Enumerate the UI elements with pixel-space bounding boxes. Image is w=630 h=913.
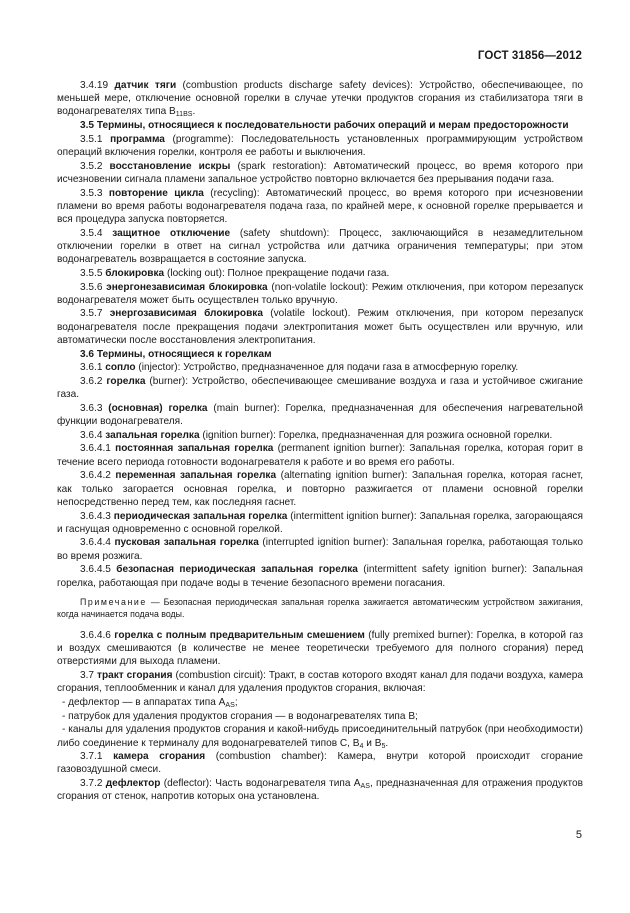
term-name: запальная горелка bbox=[105, 429, 200, 441]
text-run: 3.5.2 bbox=[80, 160, 110, 172]
term-name: периодическая запальная горелка bbox=[113, 510, 288, 522]
text-run: 3.7.1 bbox=[80, 751, 114, 763]
text-run: (fully premixed burner): Горелка, в которой газ и воздух смешиваются (в количестве не менее теоретически требуемого для полного сгорания) перед отверстиями для выхода пламени. bbox=[57, 629, 583, 668]
text-run: (intermittent ignition burner): Запальная горелка, загорающаяся и гаснущая одновременно с основной горелкой. bbox=[57, 510, 583, 535]
term-paragraph bbox=[57, 133, 583, 159]
text-run: 3.6.4.3 bbox=[80, 510, 114, 522]
text-run: 3.5.4 bbox=[80, 227, 113, 239]
term-paragraph bbox=[57, 669, 583, 695]
term-name: (основная) горелка bbox=[108, 402, 208, 414]
list-item bbox=[57, 696, 583, 709]
subscript: 4 bbox=[359, 742, 364, 750]
text-run: (interrupted ignition burner): Запальная горелка, работающая только во время розжига. bbox=[57, 537, 583, 562]
subscript: AS bbox=[225, 701, 235, 709]
term-paragraph bbox=[57, 510, 583, 536]
text-run: (safety shutdown): Процесс, заключающийся в незамедлительном отключении горелки в ответ на сигнал устройства или датчика ограничения температуры; при этом водонагреватель возвращается в состояние запуска. bbox=[57, 227, 583, 266]
text-run: . bbox=[192, 106, 196, 118]
document-header: ГОСТ 31856—2012 bbox=[477, 50, 582, 62]
term-name: восстановление искры bbox=[109, 160, 231, 172]
text-run: 3.5 Термины, относящиеся к последовательности рабочих операций и мерам предосторожности bbox=[80, 120, 569, 132]
term-paragraph bbox=[57, 160, 583, 186]
term-name: блокировка bbox=[105, 267, 165, 279]
text-run: 3.6.4 bbox=[80, 429, 106, 441]
text-run: ; bbox=[234, 696, 238, 708]
text-run: 3.6.4.6 bbox=[80, 629, 115, 641]
term-name: сопло bbox=[105, 362, 136, 374]
text-run: (volatile lockout). Режим отключения, при котором перезапуск водонагревателя после прекращения подачи электропитания может быть осуществлен или вручную, или автоматически после восстановления электропитания. bbox=[57, 308, 584, 346]
text-run: (permanent ignition burner): Запальная горелка, которая горит в течение всего периода готовности водонагревателя к работе и во время его работы. bbox=[57, 443, 583, 468]
text-run: (recycling): Автоматический процесс, во время которого при исчезновении пламени во время работы водонагревателя подача газа, по крайней мере, к основной горелке прерывается и вся процедура запуска повторяется. bbox=[57, 187, 583, 226]
term-name: датчик тяги bbox=[114, 80, 177, 91]
text-run: 3.7.2 bbox=[80, 778, 106, 790]
text-run: 3.5.6 bbox=[80, 281, 107, 293]
term-name: программа bbox=[110, 133, 165, 145]
term-name: защитное отключение bbox=[112, 227, 231, 239]
text-run: 3.7 bbox=[80, 670, 97, 682]
term-name: повторение цикла bbox=[108, 187, 204, 199]
text-run: 3.6 Термины, относящиеся к горелкам bbox=[80, 348, 272, 360]
text-run: (burner): Устройство, обеспечивающее смешивание воздуха и газа и устойчивое сжигание газа. bbox=[57, 375, 583, 401]
term-name: горелка bbox=[106, 375, 146, 387]
text-run: 3.6.3 bbox=[80, 402, 109, 414]
text-run: (injector): Устройство, предназначенное для подачи газа в атмосферную горелку. bbox=[135, 362, 519, 374]
text-run: - дефлектор — в аппаратах типа A bbox=[62, 696, 226, 708]
section-heading bbox=[57, 119, 583, 132]
term-paragraph bbox=[57, 361, 583, 374]
term-paragraph bbox=[57, 227, 583, 267]
text-run: 3.6.4.5 bbox=[80, 564, 117, 576]
term-name: пусковая запальная горелка bbox=[114, 537, 259, 549]
term-paragraph bbox=[57, 777, 583, 803]
text-run: 3.6.4.4 bbox=[80, 537, 115, 549]
text-run: (locking out): Полное прекращение подачи газа. bbox=[164, 267, 390, 279]
term-name: переменная запальная горелка bbox=[115, 470, 277, 482]
text-run: (main burner): Горелка, предназначенная для обеспечения нагревательной функции водонагревателя. bbox=[57, 402, 583, 428]
term-paragraph bbox=[57, 307, 583, 347]
term-name: энергозависимая блокировка bbox=[109, 308, 263, 320]
term-name: камера сгорания bbox=[113, 751, 206, 763]
subscript: 5 bbox=[381, 742, 386, 750]
subscript: 11BS bbox=[175, 111, 193, 119]
page-number: 5 bbox=[575, 829, 582, 841]
list-item bbox=[57, 723, 583, 749]
text-run: - патрубок для удаления продуктов сгорания — в водонагревателях типа В; bbox=[62, 710, 418, 722]
term-paragraph bbox=[57, 429, 583, 442]
text-run: 3.6.2 bbox=[80, 375, 107, 387]
term-paragraph bbox=[57, 750, 583, 776]
section-heading bbox=[57, 348, 583, 361]
list-item bbox=[57, 710, 583, 723]
term-paragraph bbox=[57, 469, 583, 509]
term-name: дефлектор bbox=[105, 778, 161, 790]
text-run: 3.6.4.2 bbox=[80, 470, 116, 482]
text-run: , предназначенная для отражения продуктов сгорания от стенок, напротив которых она установлена. bbox=[57, 778, 583, 803]
subscript: AS bbox=[360, 783, 370, 791]
text-run: 3.5.7 bbox=[80, 308, 110, 320]
term-name: энергонезависимая блокировка bbox=[106, 281, 268, 293]
note-label: Примечание bbox=[80, 596, 147, 607]
term-paragraph bbox=[57, 187, 583, 227]
text-run: (ignition burner): Горелка, предназначенная для розжига основной горелки. bbox=[199, 429, 553, 441]
text-run: 3.6.1 bbox=[80, 362, 106, 374]
text-run: 3.6.4.1 bbox=[80, 443, 116, 455]
text-run: 3.5.3 bbox=[80, 187, 109, 199]
text-run: - каналы для удаления продуктов сгорания и какой-нибудь присоединительный патрубок (при необходимости) либо соединение к терминалу для водонагревателей типов С, В bbox=[57, 724, 583, 749]
note-paragraph bbox=[57, 596, 583, 621]
term-paragraph bbox=[57, 442, 583, 468]
text-run: 3.5.1 bbox=[80, 133, 111, 145]
text-run: (alternating ignition burner): Запальная горелка, которая гаснет, как только загорается основная горелка, и повторно разжигается от пламени основной горелки непосредственно перед тем, как последняя гаснет. bbox=[57, 470, 584, 508]
text-run: 3.5.5 bbox=[80, 267, 106, 279]
term-paragraph bbox=[57, 536, 583, 562]
term-name: постоянная запальная горелка bbox=[115, 443, 274, 455]
text-run: (spark restoration): Автоматический процесс, во время которого при исчезновении сигнала пламени запальное устройство повторно включается без прерывания подачи газа. bbox=[57, 160, 583, 185]
term-paragraph bbox=[57, 281, 583, 307]
term-name: горелка с полным предварительным смешением bbox=[114, 629, 365, 641]
term-paragraph bbox=[57, 629, 583, 669]
term-name: безопасная периодическая запальная горелка bbox=[116, 564, 358, 576]
term-paragraph bbox=[57, 375, 583, 401]
term-name: тракт сгорания bbox=[97, 670, 173, 682]
term-paragraph bbox=[57, 402, 583, 428]
document-body bbox=[57, 79, 583, 804]
term-paragraph bbox=[57, 79, 583, 119]
text-run: 3.4.19 bbox=[80, 80, 115, 91]
term-paragraph bbox=[57, 563, 583, 589]
text-run: и В bbox=[363, 737, 382, 749]
text-run: (deflector): Часть водонагревателя типа A bbox=[160, 778, 361, 790]
text-run: (combustion chamber): Камера, внутри которой происходит сгорание газовоздушной смеси. bbox=[57, 751, 584, 776]
text-run: (combustion circuit): Тракт, в состав которого входят канал для подачи воздуха, камера сгорания, теплообменник и канал для удаления продуктов сгорания, включая: bbox=[57, 670, 584, 695]
text-run: — Безопасная периодическая запальная горелка зажигается автоматическим устройством зажигания, когда начинается подача воды. bbox=[57, 596, 583, 620]
text-run: (non-volatile lockout): Режим отключения, при котором перезапуск водонагревателя может быть осуществлен только вручную. bbox=[57, 281, 583, 306]
term-paragraph bbox=[57, 267, 583, 280]
text-run: (combustion products discharge safety devices): Устройство, обеспечивающее, по меньшей мере, отключение основной горелки в случае утечки продуктов сгорания из стабилизатора тяги в водонагревателях типа B bbox=[57, 80, 583, 118]
text-run: (intermittent safety ignition burner): Запальная горелка, работающая при подаче воды в течение безопасного времени погасания. bbox=[57, 564, 583, 589]
text-run: (programme): Последовательность установленных программирующим устройством операций включения горелки, контроля ее работы и выключения. bbox=[57, 133, 583, 159]
text-run: . bbox=[385, 737, 389, 749]
